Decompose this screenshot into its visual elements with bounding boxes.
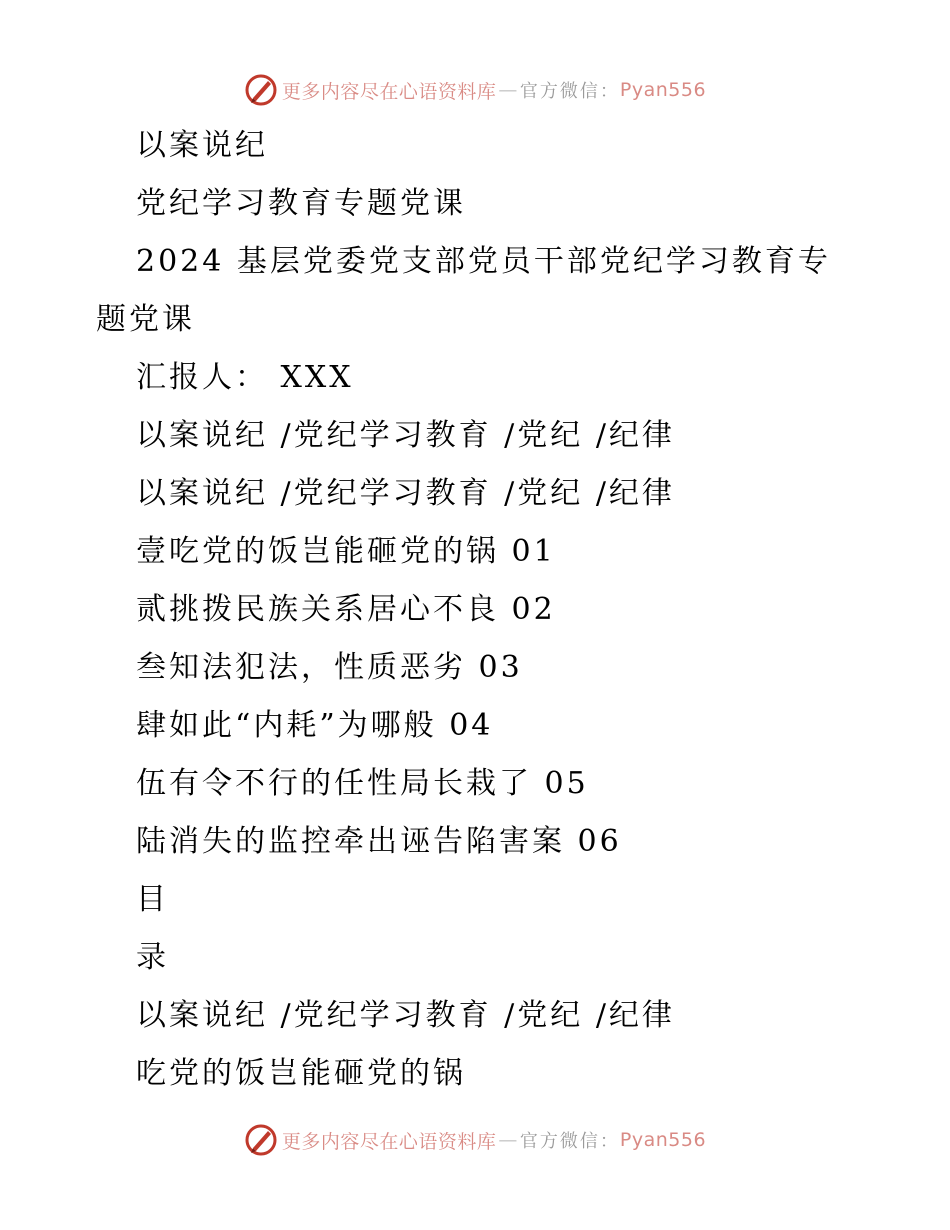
- watermark-contact-id: Pyan556: [619, 79, 707, 101]
- doc-heading: 2024 基层党委党支部党员干部党纪学习教育专: [136, 244, 831, 279]
- doc-subtitle: 党纪学习教育专题党课: [136, 186, 466, 221]
- pen-logo-icon: [244, 1123, 278, 1157]
- watermark-contact-label: 官方微信：: [519, 81, 620, 102]
- toc-item: 肆如此“内耗”为哪般 04: [136, 708, 494, 743]
- toc-label-lu: 录: [136, 940, 169, 975]
- watermark-contact-label: 官方微信：: [519, 1131, 620, 1152]
- header-watermark: [0, 70, 950, 110]
- watermark-dash: —: [498, 79, 518, 101]
- pen-logo-icon: [244, 73, 278, 107]
- toc-item: 壹吃党的饭岂能砸党的锅 01: [136, 534, 556, 569]
- doc-tags: 以案说纪 /党纪学习教育 /党纪 /纪律: [136, 476, 675, 511]
- section-heading: 吃党的饭岂能砸党的锅: [136, 1056, 466, 1091]
- toc-label-mu: 目: [136, 882, 169, 917]
- doc-heading-continued: 题党课: [96, 302, 195, 337]
- watermark-brand: 更多内容尽在心语资料库: [281, 80, 497, 103]
- doc-title: 以案说纪: [136, 128, 268, 163]
- document-body: [0, 117, 950, 1103]
- toc-item: 陆消失的监控牵出诬告陷害案 06: [136, 824, 622, 859]
- doc-reporter: 汇报人： XXX: [136, 360, 354, 395]
- doc-tags: 以案说纪 /党纪学习教育 /党纪 /纪律: [136, 998, 675, 1033]
- watermark-contact-id: Pyan556: [619, 1129, 707, 1151]
- watermark-brand: 更多内容尽在心语资料库: [281, 1130, 497, 1153]
- footer-watermark: [0, 1120, 950, 1160]
- toc-item: 贰挑拨民族关系居心不良 02: [136, 592, 556, 627]
- toc-item: 伍有令不行的任性局长栽了 05: [136, 766, 589, 801]
- watermark-dash: —: [498, 1129, 518, 1151]
- toc-item: 叁知法犯法，性质恶劣 03: [136, 650, 523, 685]
- doc-tags: 以案说纪 /党纪学习教育 /党纪 /纪律: [136, 418, 675, 453]
